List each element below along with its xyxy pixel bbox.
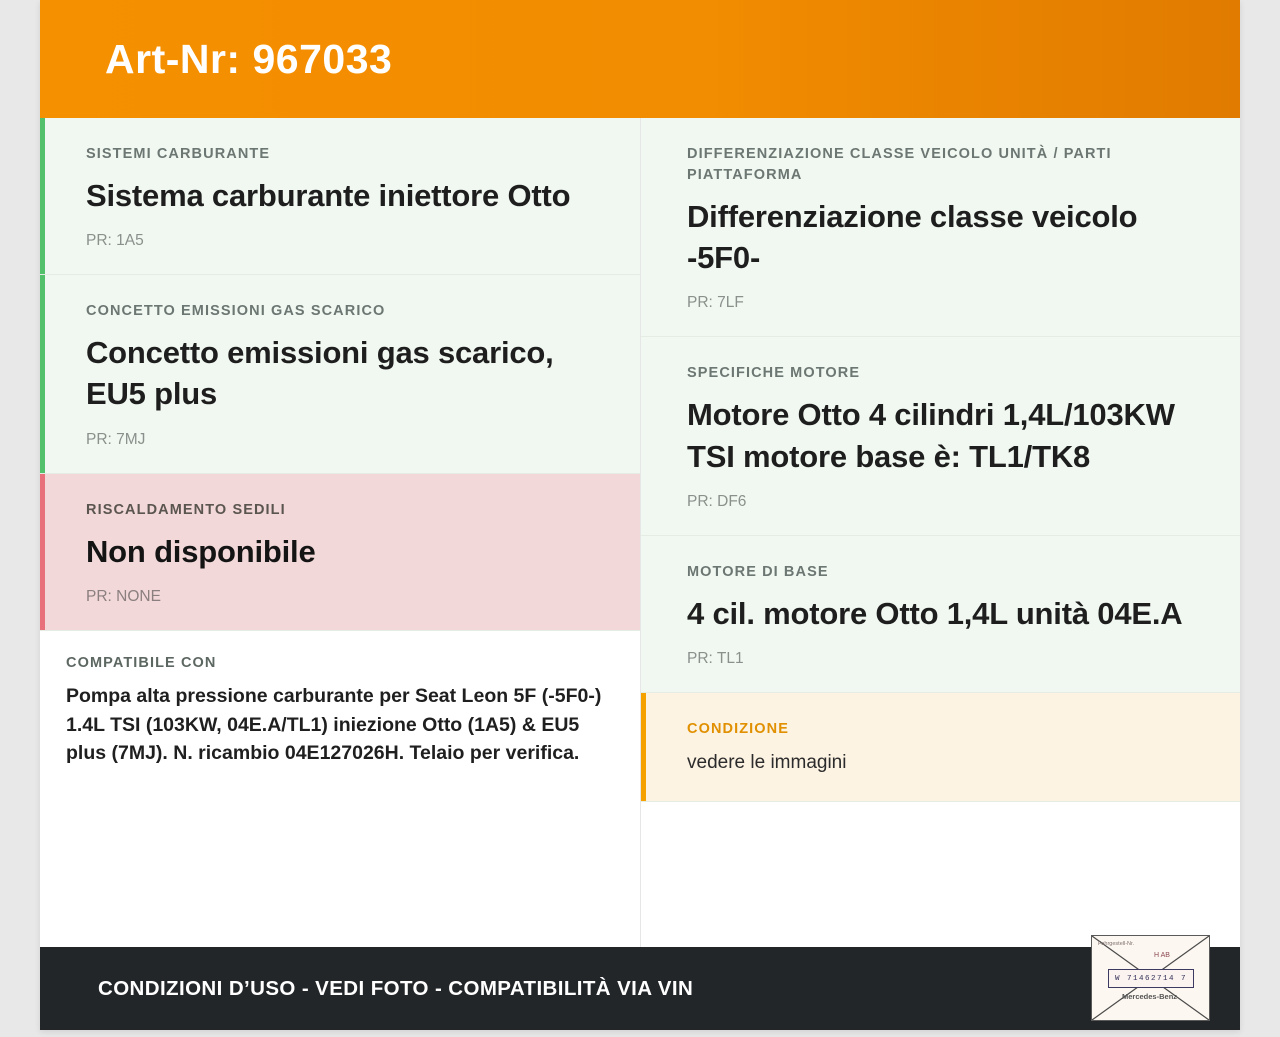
spec-label: SISTEMI CARBURANTE [86, 146, 271, 162]
status-bar-green [40, 118, 45, 274]
spec-block-engine-specs [641, 337, 1240, 535]
status-bar-orange [641, 693, 646, 801]
spec-label: CONCETTO EMISSIONI GAS SCARICO [86, 303, 386, 320]
spec-value: Motore Otto 4 cilindri 1,4L/103KW TSI motore base è: TL1/TK8 [687, 397, 1175, 474]
left-column-filler [40, 788, 640, 947]
spec-label: SPECIFICHE MOTORE [687, 365, 861, 382]
status-bar-red [40, 474, 45, 630]
spec-pr-code: PR: 1A5 [86, 232, 144, 250]
condition-value: vedere le immagini [687, 752, 847, 774]
spec-value: Sistema carburante iniettore Otto [86, 178, 571, 214]
spec-block-emissions [40, 275, 640, 473]
spec-block-base-engine [641, 536, 1240, 693]
condition-label: CONDIZIONE [687, 721, 790, 738]
condition-block [641, 693, 1240, 802]
page-title: Art-Nr: 967033 [105, 35, 393, 82]
vin-plate-top-left: Fahrgestell-Nr. [1098, 941, 1135, 947]
card-body [40, 118, 1240, 947]
spec-block-vehicle-class [641, 118, 1240, 337]
spec-pr-code: PR: DF6 [687, 492, 747, 510]
spec-label: DIFFERENZIAZIONE CLASSE VEICOLO UNITÀ / PARTI PIATTAFORMA [687, 146, 1112, 184]
card-footer [40, 941, 1240, 1030]
spec-pr-code: PR: 7MJ [86, 430, 146, 448]
compatibility-label: COMPATIBILE CON [66, 654, 217, 671]
right-column-filler [641, 802, 1240, 947]
spec-value: Non disponibile [86, 533, 316, 569]
vin-plate-brand: Mercedes-Benz [1122, 992, 1178, 1001]
right-column [640, 118, 1240, 947]
spec-pr-code: PR: 7LF [687, 294, 744, 312]
spec-pr-code: PR: TL1 [687, 650, 744, 668]
status-bar-green [40, 275, 45, 472]
vin-plate-code: W 71462714 7 [1108, 969, 1194, 988]
spec-value: Differenziazione classe veicolo -5F0- [687, 199, 1138, 276]
spec-value: 4 cil. motore Otto 1,4L unità 04E.A [687, 595, 1183, 631]
vin-plate-top-right: H AB [1154, 952, 1170, 959]
compatibility-text: Pompa alta pressione carburante per Seat Leon 5F (-5F0-) 1.4L TSI (103KW, 04E.A/TL1) iniezione Otto (1A5) & EU5 plus (7MJ). N. ricambio 04E127026H. Telaio per verifica. [66, 684, 602, 765]
spec-label: RISCALDAMENTO SEDILI [86, 501, 286, 518]
vin-plate-stamp [1091, 935, 1210, 1021]
compatibility-block [40, 631, 640, 788]
spec-label: MOTORE DI BASE [687, 563, 829, 580]
spec-block-seat-heating [40, 474, 640, 631]
left-column [40, 118, 640, 947]
spec-value: Concetto emissioni gas scarico, EU5 plus [86, 335, 554, 412]
product-info-card [40, 0, 1240, 1030]
spec-block-fuel-system [40, 118, 640, 275]
spec-pr-code: PR: NONE [86, 587, 161, 605]
footer-notice: CONDIZIONI D’USO - VEDI FOTO - COMPATIBILITÀ VIA VIN [98, 976, 694, 1000]
card-header [40, 0, 1240, 118]
